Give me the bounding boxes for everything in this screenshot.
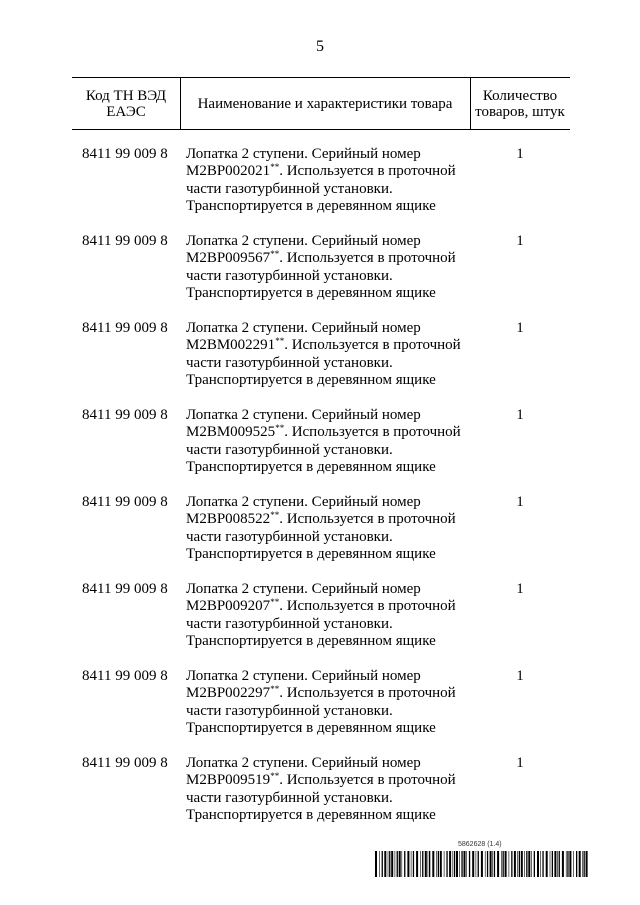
barcode-bar [586, 851, 588, 877]
barcode-bar [497, 851, 499, 877]
barcode-bar [481, 851, 483, 877]
barcode-bar [537, 851, 539, 877]
barcode-bar [534, 851, 535, 877]
barcode-bar [542, 851, 543, 877]
quantity: 1 [516, 146, 524, 162]
barcode-bar [382, 851, 383, 877]
barcode-bar [416, 851, 418, 877]
description-title: Лопатка 2 ступени. Серийный номер [186, 755, 421, 771]
serial-number: M2BP009567 [186, 250, 271, 267]
barcode-bar [466, 851, 467, 877]
header-quantity: Количество товаров, штук [475, 87, 565, 120]
barcode-bar [494, 851, 495, 877]
barcode-bar [436, 851, 437, 877]
barcode-bar [461, 851, 462, 877]
item-description [186, 581, 476, 650]
item-description [186, 320, 476, 389]
barcode-bar [388, 851, 389, 877]
footnote-mark: ** [270, 597, 280, 608]
item-description [186, 146, 476, 215]
item-description [186, 407, 476, 476]
hs-code: 8411 99 009 8 [82, 407, 168, 423]
barcode-bar [557, 851, 558, 877]
barcode-bar [413, 851, 414, 877]
barcode-bar [438, 851, 439, 877]
barcode-bar [584, 851, 585, 877]
barcode-bar [404, 851, 405, 877]
item-description [186, 494, 476, 563]
quantity: 1 [516, 668, 524, 684]
description-text: . Используется в проточной части газотурбинной установки. Транспортируется в деревянном ящике [186, 337, 461, 388]
barcode-bar [569, 851, 571, 877]
quantity: 1 [516, 407, 524, 423]
hs-code: 8411 99 009 8 [82, 581, 168, 597]
barcode-bar [552, 851, 553, 877]
page-number: 5 [316, 38, 324, 55]
barcode-bar [407, 851, 409, 877]
barcode-bar [573, 851, 574, 877]
barcode-bar [391, 851, 393, 877]
serial-number: M2BP009519 [186, 772, 271, 789]
footnote-mark: ** [270, 684, 280, 695]
quantity: 1 [516, 320, 524, 336]
footnote-mark: ** [275, 423, 285, 434]
footnote-mark: ** [275, 336, 285, 347]
barcode-bar [444, 851, 445, 877]
barcode-bar [509, 851, 510, 877]
item-description [186, 668, 476, 737]
barcode-bar [582, 851, 583, 877]
hs-code: 8411 99 009 8 [82, 494, 168, 510]
barcode-bar [478, 851, 479, 877]
item-description [186, 755, 476, 824]
hs-code: 8411 99 009 8 [82, 320, 168, 336]
item-description [186, 233, 476, 302]
barcode-bar [554, 851, 556, 877]
barcode-bar [559, 851, 560, 877]
hs-code: 8411 99 009 8 [82, 668, 168, 684]
barcode-bar [540, 851, 541, 877]
quantity: 1 [516, 755, 524, 771]
table-header [72, 77, 570, 130]
barcode-bar [456, 851, 458, 877]
barcode-bar [432, 851, 434, 877]
barcode-bar [476, 851, 477, 877]
barcode [375, 851, 590, 877]
description-text: . Используется в проточной части газотурбинной установки. Транспортируется в деревянном ящике [186, 511, 456, 562]
barcode-bar [449, 851, 451, 877]
description-text: . Используется в проточной части газотурбинной установки. Транспортируется в деревянном ящике [186, 598, 456, 649]
barcode-bar [399, 851, 401, 877]
barcode-bar [524, 851, 525, 877]
header-description: Наименование и характеристики товара [180, 78, 471, 129]
serial-number: M2BP002297 [186, 685, 271, 702]
barcode-bar [503, 851, 504, 877]
barcode-bar [514, 851, 516, 877]
quantity: 1 [516, 233, 524, 249]
barcode-bar [566, 851, 567, 877]
barcode-bar [428, 851, 429, 877]
barcode-bar [531, 851, 532, 877]
description-text: . Используется в проточной части газотурбинной установки. Транспортируется в деревянном ящике [186, 424, 461, 475]
barcode-bar [375, 851, 377, 877]
header-code: Код ТН ВЭД ЕАЭС [72, 78, 181, 129]
barcode-bar [384, 851, 386, 877]
barcode-bar [402, 851, 403, 877]
barcode-bar [454, 851, 455, 877]
barcode-bar [397, 851, 398, 877]
barcode-bar [459, 851, 460, 877]
serial-number: M2BP009207 [186, 598, 271, 615]
barcode-bar [546, 851, 548, 877]
barcode-bar [485, 851, 486, 877]
barcode-bar [501, 851, 502, 877]
barcode-bar [464, 851, 466, 877]
barcode-bar [440, 851, 442, 877]
description-title: Лопатка 2 ступени. Серийный номер [186, 320, 421, 336]
barcode-bar [395, 851, 396, 877]
description-title: Лопатка 2 ступени. Серийный номер [186, 494, 421, 510]
footnote-mark: ** [270, 510, 280, 521]
barcode-bar [567, 851, 568, 877]
barcode-bar [505, 851, 507, 877]
barcode-bar [492, 851, 493, 877]
description-text: . Используется в проточной части газотурбинной установки. Транспортируется в деревянном ящике [186, 685, 456, 736]
hs-code: 8411 99 009 8 [82, 755, 168, 771]
barcode-bar [425, 851, 427, 877]
barcode-bar [389, 851, 390, 877]
footnote-mark: ** [270, 249, 280, 260]
description-title: Лопатка 2 ступени. Серийный номер [186, 581, 421, 597]
barcode-bar [562, 851, 564, 877]
barcode-bar [379, 851, 380, 877]
barcode-bar [528, 851, 530, 877]
description-title: Лопатка 2 ступени. Серийный номер [186, 233, 421, 249]
barcode-bar [579, 851, 581, 877]
barcode-bar [490, 851, 492, 877]
barcode-text: 5862628 (1.4) [458, 841, 502, 848]
barcode-bar [526, 851, 527, 877]
hs-code: 8411 99 009 8 [82, 146, 168, 162]
barcode-bar [511, 851, 512, 877]
barcode-bar [519, 851, 520, 877]
barcode-bar [411, 851, 412, 877]
barcode-bar [469, 851, 470, 877]
barcode-bar [422, 851, 423, 877]
description-title: Лопатка 2 ступени. Серийный номер [186, 146, 421, 162]
barcode-bar [521, 851, 523, 877]
barcode-bar [550, 851, 551, 877]
serial-number: M2BM009525 [186, 424, 276, 441]
serial-number: M2BP008522 [186, 511, 271, 528]
description-title: Лопатка 2 ступени. Серийный номер [186, 407, 421, 423]
barcode-bar [446, 851, 447, 877]
barcode-bar [453, 851, 454, 877]
barcode-bar [487, 851, 488, 877]
footnote-mark: ** [270, 162, 280, 173]
quantity: 1 [516, 494, 524, 510]
description-text: . Используется в проточной части газотурбинной установки. Транспортируется в деревянном ящике [186, 250, 456, 301]
barcode-bar [576, 851, 577, 877]
quantity: 1 [516, 581, 524, 597]
barcode-bar [472, 851, 474, 877]
footnote-mark: ** [270, 771, 280, 782]
barcode-bar [420, 851, 421, 877]
description-text: . Используется в проточной части газотурбинной установки. Транспортируется в деревянном ящике [186, 163, 456, 214]
hs-code: 8411 99 009 8 [82, 233, 168, 249]
description-text: . Используется в проточной части газотурбинной установки. Транспортируется в деревянном ящике [186, 772, 456, 823]
barcode-bar [517, 851, 518, 877]
serial-number: M2BM002291 [186, 337, 276, 354]
description-title: Лопатка 2 ступени. Серийный номер [186, 668, 421, 684]
serial-number: M2BP002021 [186, 163, 271, 180]
barcode-bar [429, 851, 430, 877]
